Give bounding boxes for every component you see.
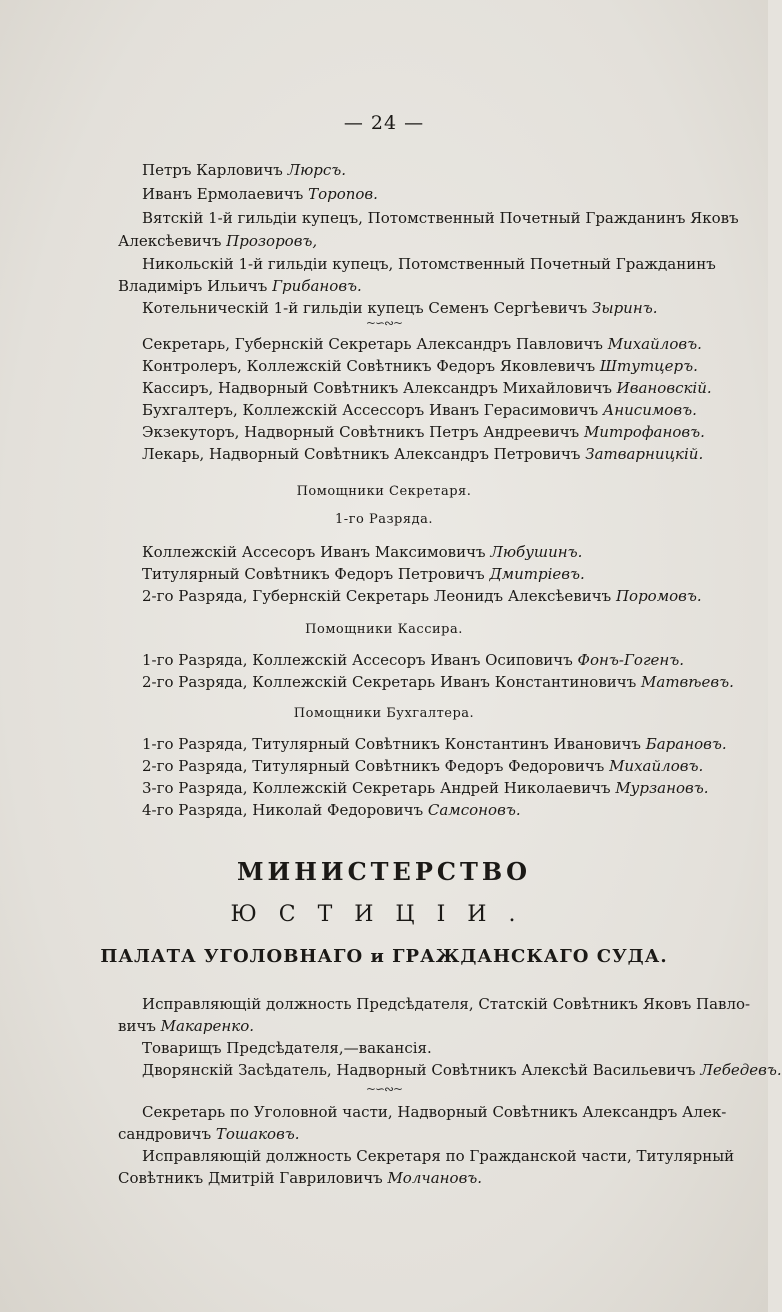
text-line: Никольскій 1-й гильдіи купецъ, Потомственный Почетный Гражданинъ bbox=[142, 255, 716, 273]
text-line: 4-го Разряда, Николай Федоровичъ Самсоновъ. bbox=[142, 801, 521, 819]
text-line: Секретарь, Губернскій Секретарь Александръ Павловичъ Михайловъ. bbox=[142, 335, 702, 353]
text-line: Коллежскій Ассесоръ Иванъ Максимовичъ Любушинъ. bbox=[142, 543, 583, 561]
page-number: — 24 — bbox=[343, 112, 425, 134]
text-line: Алексѣевичъ Прозоровъ, bbox=[118, 232, 318, 250]
text-line: Контролеръ, Коллежскій Совѣтникъ Федоръ Яковлевичъ Штутцеръ. bbox=[142, 357, 698, 375]
section-subheading: Помощники Секретаря. bbox=[296, 484, 472, 499]
text-line: сандровичъ Тошаковъ. bbox=[118, 1125, 300, 1143]
text-line: 2-го Разряда, Губернскій Секретарь Леонидъ Алексѣевичъ Поромовъ. bbox=[142, 587, 702, 605]
text-line: Бухгалтеръ, Коллежскій Ассессоръ Иванъ Герасимовичъ Анисимовъ. bbox=[142, 401, 697, 419]
text-line: 1-го Разряда, Коллежскій Ассесоръ Иванъ Осиповичъ Фонъ-Гогенъ. bbox=[142, 651, 685, 669]
text-line: Лекарь, Надворный Совѣтникъ Александръ Петровичъ Затварницкій. bbox=[142, 445, 704, 463]
text-line: Товарищъ Предсѣдателя,—вакансія. bbox=[142, 1039, 432, 1057]
text-line: Кассиръ, Надворный Совѣтникъ Александръ Михайловичъ Ивановскій. bbox=[142, 379, 712, 397]
text-line: Исправляющій должность Предсѣдателя, Статскій Совѣтникъ Яковъ Павло- bbox=[142, 995, 751, 1013]
chamber-heading: ПАЛАТА УГОЛОВНАГО и ГРАЖДАНСКАГО СУДА. bbox=[100, 946, 668, 967]
text-line: Экзекуторъ, Надворный Совѣтникъ Петръ Андреевичъ Митрофановъ. bbox=[142, 423, 705, 441]
ornament-divider: ~∽∾~ bbox=[365, 1082, 403, 1096]
ministry-heading: МИНИСТЕРСТВО bbox=[236, 857, 532, 886]
text-line: Совѣтникъ Дмитрій Гавриловичъ Молчановъ. bbox=[118, 1169, 483, 1187]
text-line: Вятскій 1-й гильдіи купецъ, Потомственный Почетный Гражданинъ Яковъ bbox=[142, 209, 739, 227]
text-line: Секретарь по Уголовной части, Надворный Совѣтникъ Александръ Алек- bbox=[142, 1103, 727, 1121]
text-line: Владиміръ Ильичъ Грибановъ. bbox=[118, 277, 362, 295]
text-line: 3-го Разряда, Коллежскій Секретарь Андрей Николаевичъ Мурзановъ. bbox=[142, 779, 709, 797]
ornament-divider: ~∽∾~ bbox=[365, 316, 403, 330]
text-line: Титулярный Совѣтникъ Федоръ Петровичъ Дмитріевъ. bbox=[142, 565, 585, 583]
section-subheading: 1-го Разряда. bbox=[335, 512, 433, 527]
text-line: Дворянскій Засѣдатель, Надворный Совѣтникъ Алексѣй Васильевичъ Лебедевъ. bbox=[142, 1061, 782, 1079]
text-line: вичъ Макаренко. bbox=[118, 1017, 254, 1035]
text-line: 2-го Разряда, Коллежскій Секретарь Иванъ Константиновичъ Матвѣевъ. bbox=[142, 673, 734, 691]
text-line: Котельническій 1-й гильдіи купецъ Семенъ Сергѣевичъ Зыринъ. bbox=[142, 299, 658, 317]
section-subheading: Помощники Кассира. bbox=[305, 622, 463, 637]
text-line: 2-го Разряда, Титулярный Совѣтникъ Федоръ Федоровичъ Михайловъ. bbox=[142, 757, 704, 775]
text-line: Иванъ Ермолаевичъ Торопов. bbox=[142, 185, 378, 203]
text-line: Петръ Карловичъ Люрсъ. bbox=[142, 161, 347, 179]
section-subheading: Помощники Бухгалтера. bbox=[293, 706, 475, 721]
text-line: 1-го Разряда, Титулярный Совѣтникъ Константинъ Ивановичъ Барановъ. bbox=[142, 735, 727, 753]
text-line: Исправляющій должность Секретаря по Гражданской части, Титулярный bbox=[142, 1147, 735, 1165]
ministry-subheading: ЮСТИЦІИ. bbox=[230, 902, 538, 927]
